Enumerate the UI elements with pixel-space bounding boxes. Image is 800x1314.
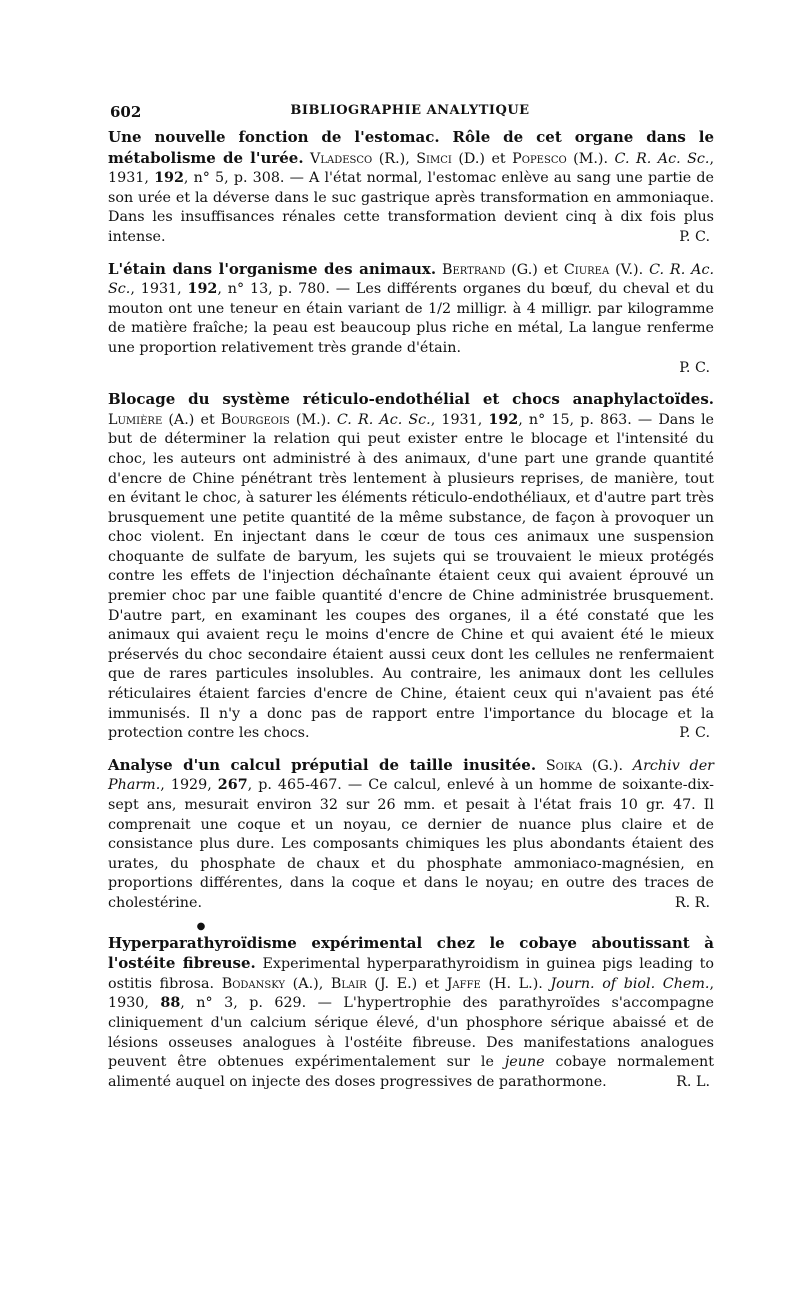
article-title: Analyse d'un calcul préputial de taille inusitée. [108, 755, 537, 774]
article-text: L'hypertrophie des parathyroïdes s'accompagne cliniquement d'un calcium sérique élevé, d'un phosphore sérique abaissé et de lésions osseuses analogues à l'ostéite fibreuse. Des manifestations analogues peuvent être obtenues expérimentalement sur le jeune cobaye normalement alimenté auquel on injecte des doses progressives de parathormone. [108, 995, 715, 1090]
article-reference: Lumière (A.) et Bourgeois (M.). C. R. Ac. Sc., 1931, 192, n° 15, p. 863. — [108, 411, 659, 428]
article-title: L'étain dans l'organisme des animaux. [108, 259, 437, 278]
bullet-mark: ● [196, 920, 206, 932]
article-1 [108, 128, 714, 248]
article-signature: R. L. [676, 1073, 710, 1090]
article-3 [108, 390, 714, 744]
page-header [110, 103, 710, 125]
article-reference: Bertrand (G.) et Ciurea (V.). C. R. Ac. Sc., 1931, 192, n° 13, p. 780. — [108, 261, 714, 298]
article-signature: P. C. [679, 228, 710, 245]
article-text: A l'état normal, l'estomac enlève au sang une partie de son urée et la déverse dans le suc gastrique après transformation en ammoniaque. Dans les insuffisances rénales cette transformation devient cinq à dix fois plus intense. [108, 170, 715, 245]
article-title: Blocage du système réticulo-endothélial et chocs anaphylactoïdes. [108, 390, 714, 409]
article-title: Une nouvelle fonction de l'estomac. Rôle de cet organe dans le métabolisme de l'urée. [108, 128, 714, 167]
page-body [108, 128, 714, 1104]
article-text: Dans le but de déterminer la relation qui peut exister entre le blocage et l'intensité du choc, les auteurs ont administré à des animaux, d'une part une grande quantité d'encre de Chine pénétrant très lentement à plusieurs reprises, de manière, tout en évitant le choc, à saturer les éléments réticulo-endothéliaux, et d'autre part très brusquement une petite quantité de la même substance, de façon à provoquer un choc violent. En injectant dans le cœur de tous ces animaux une suspension choquante de sulfate de baryum, les sujets qui se trouvaient le mieux protégés contre les effets de l'injection déchaînante étaient ceux qui avaient éprouvé un premier choc par une faible quantité d'encre de Chine administrée brusquement. D'autre part, en examinant les coupes des organes, il a été constaté que les animaux qui avaient reçu le moins d'encre de Chine et qui avaient été le mieux préservés du choc secondaire étaient aussi ceux dont les cellules ne renfermaient que de rares particules insolubles. Au contraire, les animaux dont les cellules réticulaires étaient farcies d'encre de Chine, étaient ceux qui n'avaient pas été immunisés. Il n'y a donc pas de rapport entre l'importance du blocage et la protection contre les chocs. [108, 411, 715, 742]
article-text: Les différents organes du bœuf, du cheval et du mouton ont une teneur en étain variant de 1/2 milligr. à 4 milligr. par kilogramme de matière fraîche; la peau est beaucoup plus riche en métal, La langue renferme une proportion relativement très grande d'étain. [108, 281, 714, 356]
article-signature: R. R. [674, 894, 710, 911]
running-title: BIBLIOGRAPHIE ANALYTIQUE [290, 103, 530, 118]
article-reference: Vladesco (R.), Simci (D.) et Popesco (M.). C. R. Ac. Sc., 1931, 192, n° 5, p. 308. — [108, 150, 715, 187]
article-reference: Soika (G.). Archiv der Pharm., 1929, 267, p. 465-467. — [108, 757, 714, 794]
article-5 [108, 934, 714, 1093]
article-subtitle: Experimental hyperparathyroidism in guinea pigs leading to ostitis fibrosa. [108, 956, 714, 992]
page-number: 602 [110, 103, 142, 121]
article-text: Ce calcul, enlevé à un homme de soixante-dix-sept ans, mesurait environ 32 sur 26 mm. et pesait à l'état frais 10 gr. 47. Il comprenait une coque et un noyau, ce dernier de nuance plus claire et de consistance plus dure. Les composants chimiques les plus abondants étaient des urates, du phosphate de chaux et du phosphate ammoniaco-magnésien, en proportions différentes, dans la coque et dans le noyau; en outre des traces de cholestérine. [108, 777, 714, 911]
article-4 [108, 756, 714, 914]
article-2 [108, 260, 714, 379]
article-title: Hyperparathyroïdisme expérimental chez le cobaye aboutissant à l'ostéite fibreuse. [108, 933, 714, 973]
article-signature: P. C. [679, 359, 710, 376]
article-signature: P. C. [679, 725, 710, 742]
article-reference: Bodansky (A.), Blair (J. E.) et Jaffe (H. L.). Journ. of biol. Chem., 1930, 88, n° 3, p. 629. — [108, 975, 715, 1012]
